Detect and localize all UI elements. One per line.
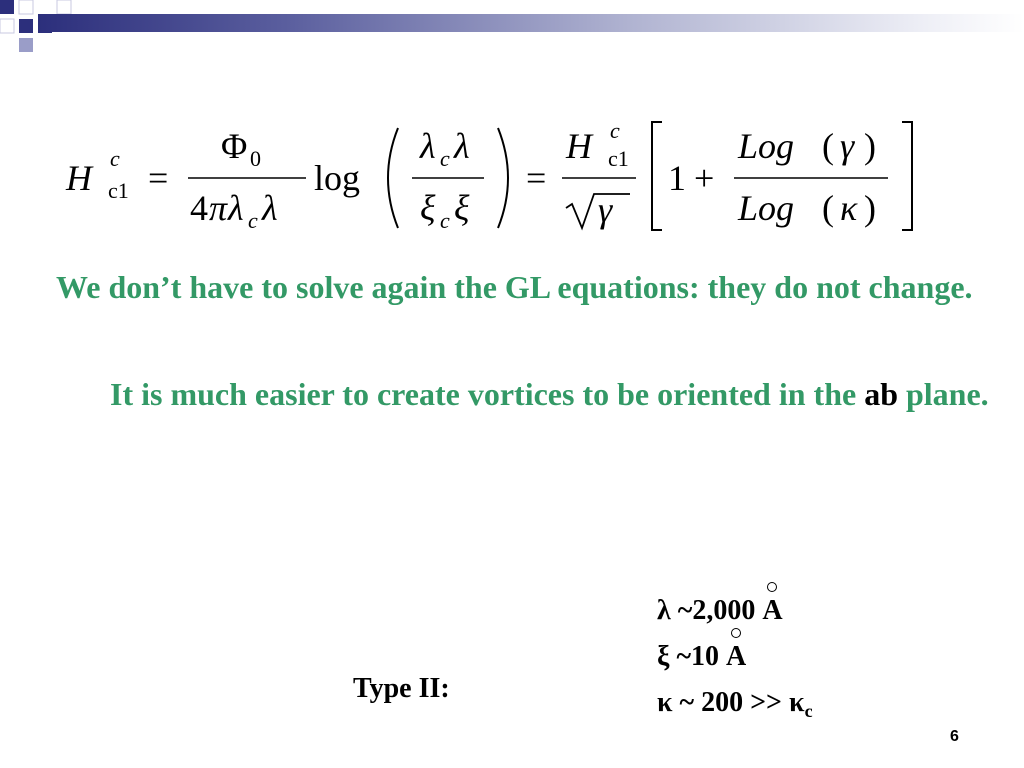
formula-pi: π bbox=[209, 188, 228, 228]
formula-xi-2: ξ bbox=[454, 188, 470, 228]
paragraph-vortices-end: plane. bbox=[905, 376, 989, 412]
formula-log: log bbox=[314, 158, 361, 198]
lambda-text: λ ~2,000 bbox=[657, 595, 756, 626]
formula-sub-c-1: c bbox=[248, 208, 258, 233]
formula-h-2: H bbox=[566, 126, 592, 166]
formula-log-den: Log bbox=[738, 188, 795, 228]
formula-log-num: Log bbox=[738, 126, 795, 166]
parameter-list bbox=[657, 588, 813, 726]
formula-sup-c-2: c bbox=[610, 118, 620, 143]
page-number: 6 bbox=[950, 728, 959, 745]
formula-sup-c: c bbox=[110, 146, 120, 171]
title-bar-gradient bbox=[38, 14, 1024, 32]
kappa-subscript: c bbox=[804, 701, 813, 721]
formula-h: H bbox=[66, 158, 92, 198]
angstrom-unit: A bbox=[726, 634, 746, 680]
formula-plus: + bbox=[694, 158, 715, 198]
formula-rparen-2: ) bbox=[864, 188, 876, 228]
formula-phi: Φ bbox=[221, 126, 248, 166]
ab-plane-label: ab bbox=[864, 376, 898, 412]
xi-value bbox=[657, 634, 813, 680]
formula-lambda-1: λ bbox=[228, 188, 244, 228]
formula-sub-c1-2: c1 bbox=[608, 146, 629, 171]
formula-gamma-2: γ bbox=[840, 126, 855, 166]
formula-gamma-1: γ bbox=[598, 190, 613, 230]
paragraph-vortices-text: It is much easier to create vortices to be oriented in the bbox=[110, 376, 857, 412]
formula-xi-1: ξ bbox=[420, 188, 436, 228]
paragraph-gl-equations: We don’t have to solve again the GL equations: they do not change. bbox=[56, 269, 973, 305]
formula-eq-1: = bbox=[148, 158, 169, 198]
formula-lparen-1: ( bbox=[822, 126, 834, 166]
type-ii-label: Type II: bbox=[353, 673, 450, 704]
formula-lambda-3: λ bbox=[420, 126, 436, 166]
paragraph-vortices bbox=[110, 371, 1000, 417]
formula-lambda-2: λ bbox=[262, 188, 278, 228]
angstrom-unit: A bbox=[762, 588, 782, 634]
hc1-formula bbox=[58, 110, 928, 240]
formula-lambda-4: λ bbox=[454, 126, 470, 166]
formula-four: 4 bbox=[190, 188, 208, 228]
formula-sub-c1: c1 bbox=[108, 178, 129, 203]
kappa-value bbox=[657, 680, 813, 726]
formula-phi-sub: 0 bbox=[250, 146, 261, 171]
formula-kappa: κ bbox=[840, 188, 858, 228]
formula-sub-c-3: c bbox=[440, 208, 450, 233]
xi-text: ξ ~10 bbox=[657, 641, 720, 672]
formula-rparen-1: ) bbox=[864, 126, 876, 166]
formula-sub-c-2: c bbox=[440, 146, 450, 171]
formula-lparen-2: ( bbox=[822, 188, 834, 228]
kappa-text: κ ~ 200 >> κ bbox=[657, 687, 805, 718]
formula-eq-2: = bbox=[526, 158, 547, 198]
formula-one: 1 bbox=[668, 158, 686, 198]
